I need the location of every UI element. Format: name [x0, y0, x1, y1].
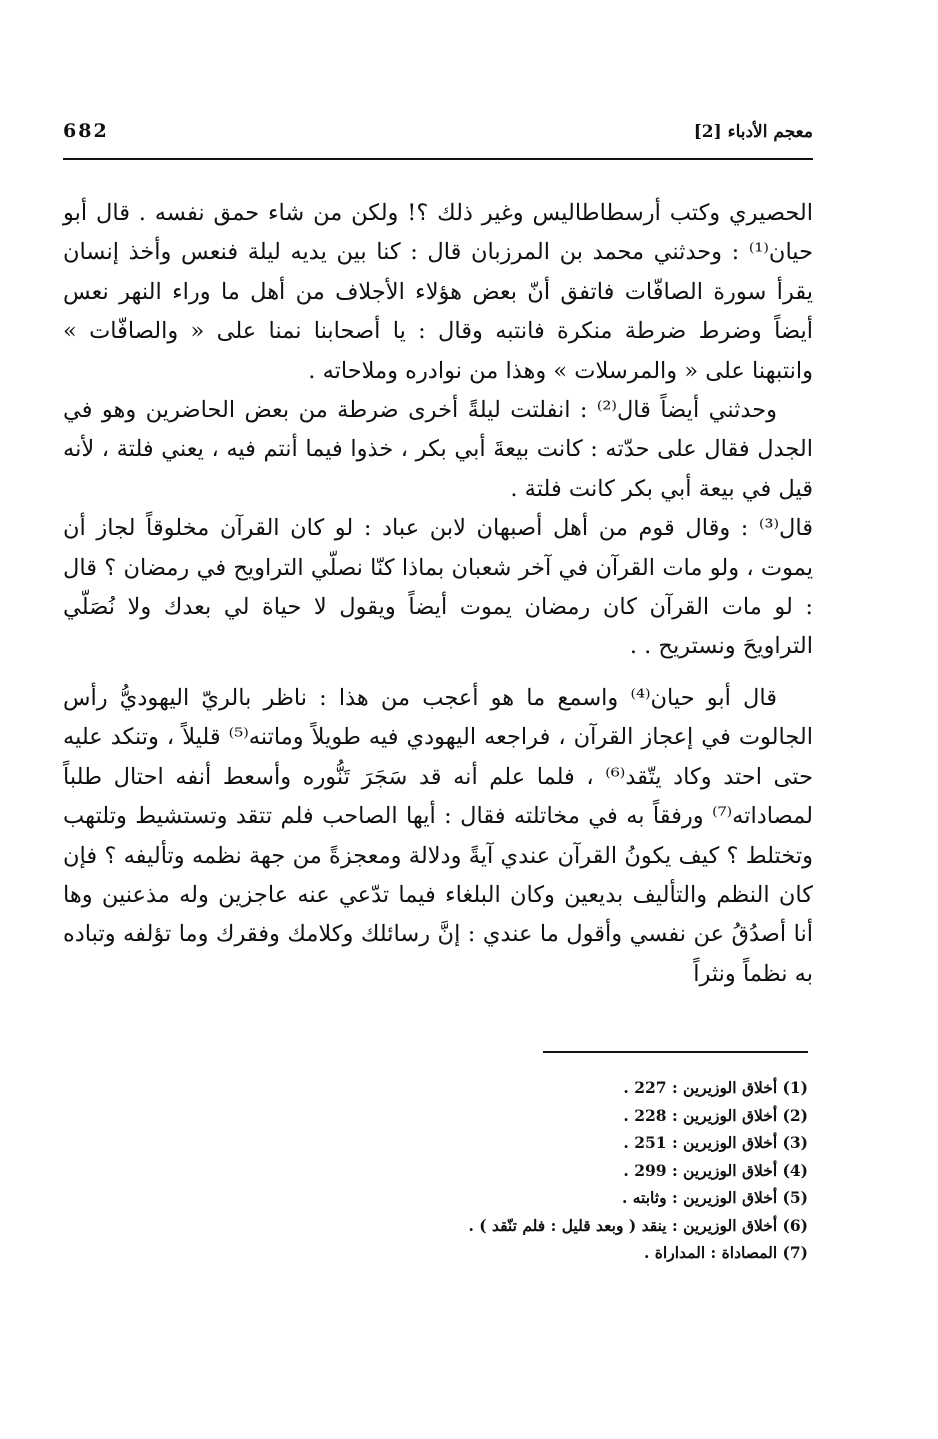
page-header [63, 118, 813, 158]
header-rule [63, 158, 813, 160]
page-number: 682 [63, 120, 109, 142]
footnote: (5) أخلاق الوزيرين : وثابته . [621, 1188, 808, 1207]
footnote: (3) أخلاق الوزيرين : 251 . [623, 1133, 808, 1152]
footnote: (1) أخلاق الوزيرين : 227 . [623, 1078, 808, 1097]
footnotes [63, 1074, 808, 1267]
footnote: (7) المصاداة : المداراة . [643, 1243, 808, 1262]
footnote: (2) أخلاق الوزيرين : 228 . [623, 1105, 808, 1125]
footnote-rule [543, 1051, 808, 1053]
footnote: (6) أخلاق الوزيرين : ينقد ( وبعد قليل : فلم تنّقد ) . [468, 1215, 808, 1235]
footnote: (4) أخلاق الوزيرين : 299 . [623, 1160, 808, 1180]
paragraph: قال أبو حيان⁽⁴⁾ واسمع ما هو أعجب من هذا : ناظر بالريّ اليهوديُّ رأس الجالوت في إعجاز القرآن ، فراجعه اليهودي فيه طويلاً وماتنه⁽⁵⁾ قليلاً ، وتنكد عليه حتى احتد وكاد يتّقد⁽⁶⁾ ، فلما علم أنه قد سَجَرَ تَنُّوره وأسعط أنفه احتال طلباً لمصاداته⁽⁷⁾ ورفقاً به في مخاتلته فقال : أيها الصاحب فلم تتقد وتستشيط وتلتهب وتختلط ؟ كيف يكونُ القرآن عندي آيةً ودلالة ومعجزةً من جهة نظمه وتأليفه ؟ فإن كان النظم والتأليف بديعين وكان البلغاء فيما تدّعي عنه عاجزين وله مذعنين وها أنا أصدُقُ عن نفسي وأقول ما عندي : إنَّ رسائلك وكلامك وفقرك وما تؤلفه وتباده به نظماً ونثراً [63, 684, 814, 987]
book-title: معجم الأدباء [2] [693, 122, 813, 142]
main-text [63, 194, 813, 994]
paragraph: الحصيري وكتب أرسطاطاليس وغير ذلك ؟! ولكن من شاء حمق نفسه . قال أبو حيان⁽¹⁾ : وحدثني محمد بن المرزبان قال : كنا بين يديه ليلة فنعس وأخذ إنسان يقرأ سورة الصافّات فاتفق أنّ بعض هؤلاء الأجلاف من أهل ما وراء النهر نعس أيضاً وضرط ضرطة منكرة فانتبه وقال : يا أصحابنا نمنا على « والصافّات » وانتبهنا على « والمرسلات » وهذا من نوادره وملاحاته . [63, 200, 813, 384]
paragraph: قال⁽³⁾ : وقال قوم من أهل أصبهان لابن عباد : لو كان القرآن مخلوقاً لجاز أن يموت ، ولو مات القرآن في آخر شعبان بماذا كنّا نصلّي التراويح في رمضان ؟ قال : لو مات القرآن كان رمضان يموت أيضاً ويقول لا حياة لي بعدك ولا نُصَلّي التراويحَ ونستريح . . [63, 515, 813, 660]
paragraph: وحدثني أيضاً قال⁽²⁾ : انفلتت ليلةً أخرى ضرطة من بعض الحاضرين وهو في الجدل فقال على حدّته : كانت بيعةَ أبي بكر ، خذوا فيما أنتم فيه ، يعني فلتة ، لأنه قيل في بيعة أبي بكر كانت فلتة . [63, 397, 813, 502]
